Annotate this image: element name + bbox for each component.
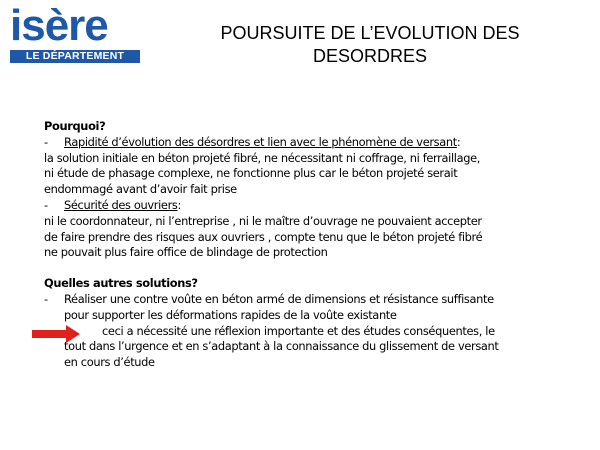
- right-arrow-icon: [32, 325, 80, 343]
- bullet-1-colon: :: [456, 134, 461, 149]
- pourquoi-heading: Pourquoi?: [44, 119, 106, 133]
- bullet-1-heading-line: [44, 135, 584, 151]
- solution-1-line-1: [44, 292, 584, 308]
- paragraph-gap: [44, 261, 584, 276]
- consequence-text-1: ceci a nécessité une réflexion importante et des études conséquentes, le: [102, 323, 495, 338]
- bullet-dash: -: [44, 134, 48, 149]
- bullet-2-text-line-1: ni le coordonnateur, ni l’entreprise , ni le maître d’ouvrage ne pouvaient accepter: [44, 213, 482, 228]
- bullet-1-text-line-3: endommagé avant d’avoir fait prise: [44, 182, 237, 197]
- bullet-1-heading: Rapidité d’évolution des désordres et lien avec le phénomène de versant: [64, 134, 457, 149]
- solutions-heading: Quelles autres solutions?: [44, 276, 198, 291]
- bullet-1-text-line-2: ni étude de phasage complexe, ne fonctionne plus car le béton projeté serait: [44, 166, 458, 181]
- logo-tagline: LE DÉPARTEMENT: [10, 50, 140, 63]
- consequence-line-3: en cours d’étude: [64, 355, 155, 370]
- slide-body: [44, 119, 584, 371]
- logo-wordmark: isère: [10, 1, 108, 50]
- slide-title-line-1: POURSUITE DE L’EVOLUTION DES: [220, 23, 520, 43]
- bullet-2-heading-line: [44, 198, 584, 214]
- isere-logo: [6, 1, 144, 64]
- slide-title: [180, 22, 560, 68]
- consequence-line-1: [44, 324, 584, 340]
- bullet-2-text-line-2: de faire prendre des risques aux ouvriers , compte tenu que le béton projeté fibré: [44, 229, 483, 244]
- solution-1-line-2: pour supporter les déformations rapides de la voûte existante: [64, 307, 397, 322]
- slide-title-line-2: DESORDRES: [312, 46, 428, 66]
- bullet-2-text-line-3: ne pouvait plus faire office de blindage de protection: [44, 245, 328, 260]
- bullet-1-text-line-1: la solution initiale en béton projeté fibré, ne nécessitant ni coffrage, ni ferraillage,: [44, 150, 481, 165]
- bullet-dash: -: [44, 291, 48, 306]
- bullet-dash: -: [44, 197, 48, 212]
- bullet-2-colon: :: [177, 197, 182, 212]
- consequence-line-2: tout dans l’urgence et en s’adaptant à la connaissance du glissement de versant: [64, 339, 499, 354]
- solution-1-text-1: Réaliser une contre voûte en béton armé de dimensions et résistance suffisante: [64, 291, 494, 306]
- bullet-2-heading: Sécurité des ouvriers: [64, 197, 178, 212]
